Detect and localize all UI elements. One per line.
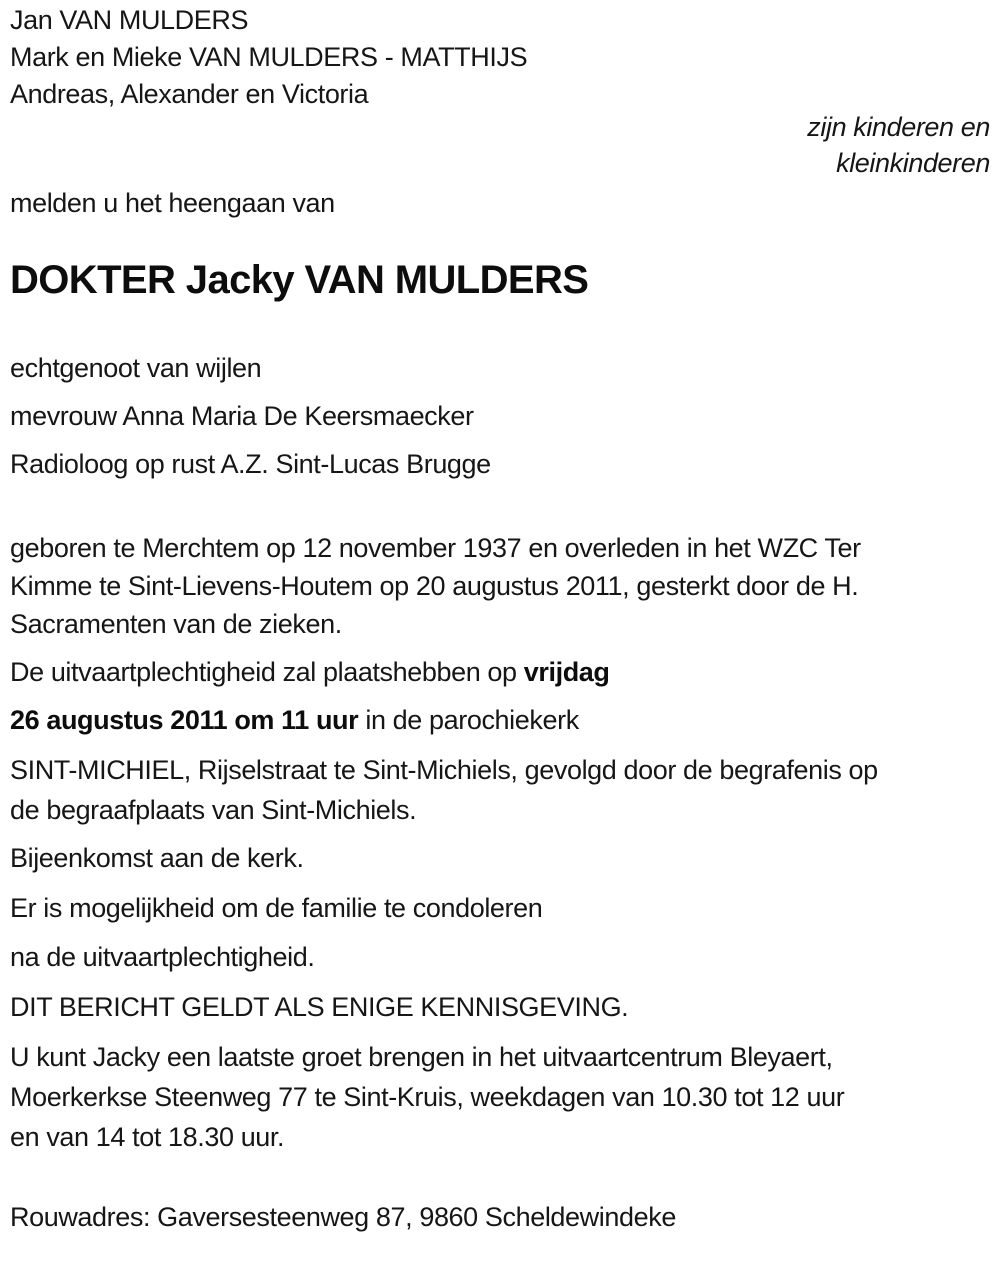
deceased-name: DOKTER Jacky VAN MULDERS: [10, 258, 589, 302]
ceremony-location-text: in de parochiekerk: [358, 705, 579, 735]
church-paragraph: [10, 750, 990, 830]
birth-death-paragraph: [10, 529, 990, 643]
mourning-address-text: Rouwadres: Gaversesteenweg 87, 9860 Scheldewindeke: [10, 1202, 676, 1232]
condolence-line-1: Er is mogelijkheid om de familie te condoleren: [10, 893, 543, 923]
ceremony-intro-text: De uitvaartplechtigheid zal plaatshebben op: [10, 657, 524, 687]
farewell-line-3: en van 14 tot 18.30 uur.: [10, 1122, 285, 1152]
relation-note: [10, 109, 990, 181]
ceremony-day: vrijdag: [523, 657, 610, 687]
death-notice-document: [10, 2, 990, 1237]
announcer-name-3: Andreas, Alexander en Victoria: [10, 79, 369, 109]
church-line-2: de begraafplaats van Sint-Michiels.: [10, 795, 417, 825]
farewell-line-2: Moerkerkse Steenweg 77 te Sint-Kruis, weekdagen van 10.30 tot 12 uur: [10, 1082, 845, 1112]
ceremony-datetime: 26 augustus 2011 om 11 uur: [10, 705, 359, 735]
spouse-section: [10, 348, 990, 484]
meeting-point-text: Bijeenkomst aan de kerk.: [10, 843, 304, 873]
announcer-name-2: Mark en Mieke VAN MULDERS - MATTHIJS: [10, 42, 528, 72]
family-announcers: [10, 2, 990, 113]
spouse-intro: echtgenoot van wijlen: [10, 353, 262, 383]
ceremony-line-1: [10, 652, 990, 692]
announcer-name-1: Jan VAN MULDERS: [10, 5, 249, 35]
relation-line-2: kleinkinderen: [836, 148, 990, 178]
ceremony-line-2: [10, 700, 990, 740]
announcement-text: melden u het heengaan van: [10, 188, 335, 218]
condolence-line-2: na de uitvaartplechtigheid.: [10, 942, 315, 972]
sole-notification-text: DIT BERICHT GELDT ALS ENIGE KENNISGEVING.: [10, 992, 629, 1022]
church-line-1: SINT-MICHIEL, Rijselstraat te Sint-Michiels, gevolgd door de begrafenis op: [10, 755, 878, 785]
spouse-name: mevrouw Anna Maria De Keersmaecker: [10, 401, 474, 431]
relation-line-1: zijn kinderen en: [807, 112, 990, 142]
birth-death-line-3: Sacramenten van de zieken.: [10, 609, 342, 639]
birth-death-line-2: Kimme te Sint-Lievens-Houtem op 20 augustus 2011, gesterkt door de H.: [10, 571, 859, 601]
birth-death-line-1: geboren te Merchtem op 12 november 1937 en overleden in het WZC Ter: [10, 533, 861, 563]
deceased-profession: Radioloog op rust A.Z. Sint-Lucas Brugge: [10, 449, 491, 479]
farewell-paragraph: [10, 1037, 990, 1157]
farewell-line-1: U kunt Jacky een laatste groet brengen in het uitvaartcentrum Bleyaert,: [10, 1042, 833, 1072]
